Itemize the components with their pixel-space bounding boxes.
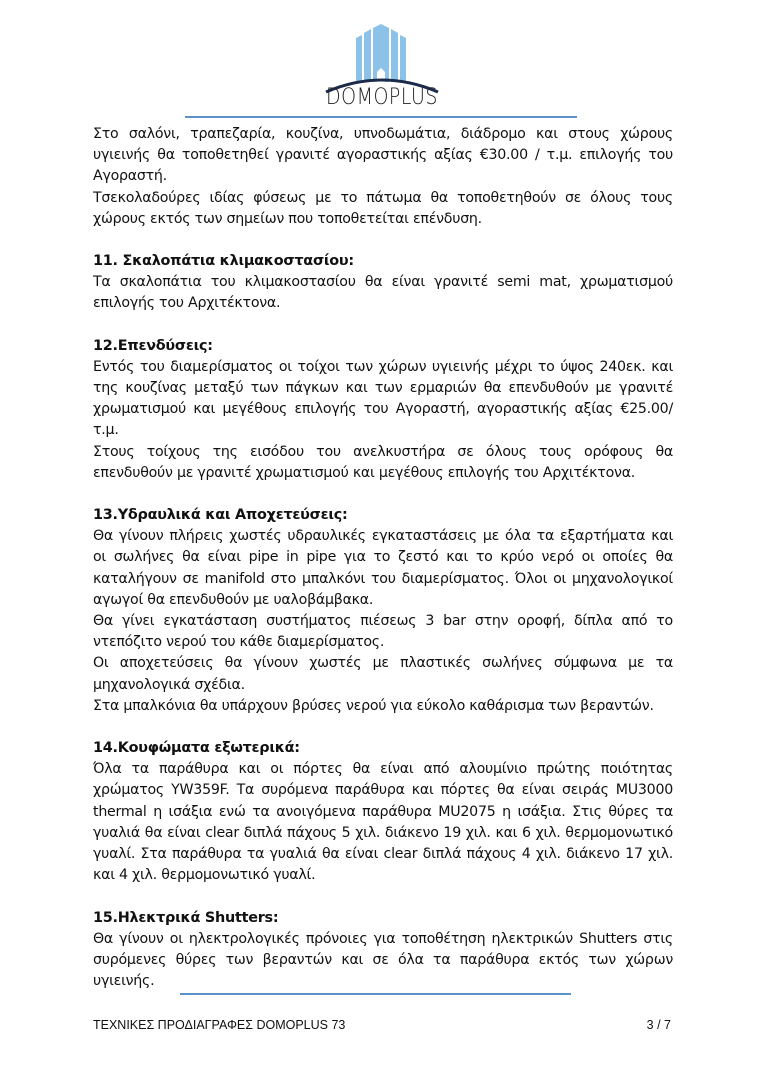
- section-heading: 15.Ηλεκτρικά Shutters:: [93, 909, 279, 926]
- section-paragraph: Στα μπαλκόνια θα υπάρχουν βρύσες νερού για εύκολο καθάρισμα των βεραντών.: [93, 697, 654, 714]
- footer-document-title: ΤΕΧΝΙΚΕΣ ΠΡΟΔΙΑΓΡΑΦΕΣ DOMOPLUS 73: [93, 1018, 346, 1032]
- section-heading: 12.Επενδύσεις:: [93, 337, 213, 354]
- section-paragraph: Θα γίνουν οι ηλεκτρολογικές πρόνοιες για τοποθέτηση ηλεκτρικών Shutters στις συρόμενες θύρες των βεραντών και σε όλα τα παράθυρα εκτός των χώρων υγιεινής.: [93, 930, 673, 990]
- section-paragraph: Οι αποχετεύσεις θα γίνουν χωστές με πλαστικές σωλήνες σύμφωνα με τα μηχανολογικά σχέδια.: [93, 655, 673, 693]
- domoplus-logo: [318, 24, 446, 110]
- header-divider: [185, 116, 577, 118]
- section-paragraph: Θα γίνουν πλήρεις χωστές υδραυλικές εγκαταστάσεις με όλα τα εξαρτήματα και οι σωλήνες θα είναι pipe in pipe για το ζεστό και το κρύο νερό οι οποίες θα καταλήγουν σε manifold στο μπαλκόνι του διαμερίσματος. Όλοι οι μηχανολογικοί αγωγοί θα επενδυθούν με υαλοβάμβακα.: [93, 528, 673, 608]
- section-stairs: [93, 251, 673, 315]
- section-cladding: [93, 336, 673, 484]
- document-body: [93, 124, 673, 992]
- section-plumbing: [93, 505, 673, 717]
- intro-paragraph: Στο σαλόνι, τραπεζαρία, κουζίνα, υπνοδωμάτια, διάδρομο και στους χώρους υγιεινής θα τοποθετηθεί γρανιτέ αγοραστικής αξίας €30.00 / τ.μ. επιλογής του Αγοραστή.: [93, 126, 673, 185]
- section-paragraph: Όλα τα παράθυρα και οι πόρτες θα είναι από αλουμίνιο πρώτης ποιότητας χρώματος YW359F. Τα συρόμενα παράθυρα και πόρτες θα είναι σειράς MU3000 thermal η ισάξια ενώ τα ανοιγόμενα παράθυρα MU2075 η ισάξια. Στις θύρες τα γυαλιά θα είναι clear διπλά πάχους 5 χιλ. διάκενο 19 χιλ. και 6 χιλ. θερμομονωτικό γυαλί. Στα παράθυρα τα γυαλιά θα είναι clear διπλά πάχους 4 χιλ. διάκενο 17 χιλ. και 4 χιλ. θερμομονωτικό γυαλί.: [93, 761, 673, 884]
- footer-divider: [180, 993, 571, 995]
- section-heading: 11. Σκαλοπάτια κλιμακοστασίου:: [93, 253, 354, 270]
- section-electric-shutters: [93, 908, 673, 993]
- intro-paragraph: Τσεκολαδούρες ιδίας φύσεως με το πάτωμα θα τοποθετηθούν σε όλους τους χώρους εκτός των σημείων που τοποθετείται επένδυση.: [93, 189, 673, 227]
- section-paragraph: Στους τοίχους της εισόδου του ανελκυστήρα σε όλους τους ορόφους θα επενδυθούν με γρανιτέ χρωματισμού και μεγέθους επιλογής του Αρχιτέκτονα.: [93, 443, 673, 481]
- section-paragraph: Τα σκαλοπάτια του κλιμακοστασίου θα είναι γρανιτέ semi mat, χρωματισμού επιλογής του Αρχιτέκτονα.: [93, 274, 673, 312]
- page-number: 3 / 7: [646, 1018, 671, 1032]
- section-heading: 14.Κουφώματα εξωτερικά:: [93, 740, 300, 757]
- section-heading: 13.Υδραυλικά και Αποχετεύσεις:: [93, 507, 348, 524]
- section-exterior-frames: [93, 738, 673, 886]
- logo-wordmark: DOMOPLUS: [326, 84, 438, 110]
- section-paragraph: Θα γίνει εγκατάσταση συστήματος πιέσεως 3 bar στην οροφή, δίπλα από το ντεπόζιτο νερού του κάθε διαμερίσματος.: [93, 613, 673, 651]
- section-paragraph: Εντός του διαμερίσματος οι τοίχοι των χώρων υγιεινής μέχρι το ύψος 240εκ. και της κουζίνας μεταξύ των πάγκων και των ερμαριών θα επενδυθούν με γρανιτέ χρωματισμού και μεγέθους επιλογής του Αγοραστή, αγοραστικής αξίας €25.00/τ.μ.: [93, 358, 673, 439]
